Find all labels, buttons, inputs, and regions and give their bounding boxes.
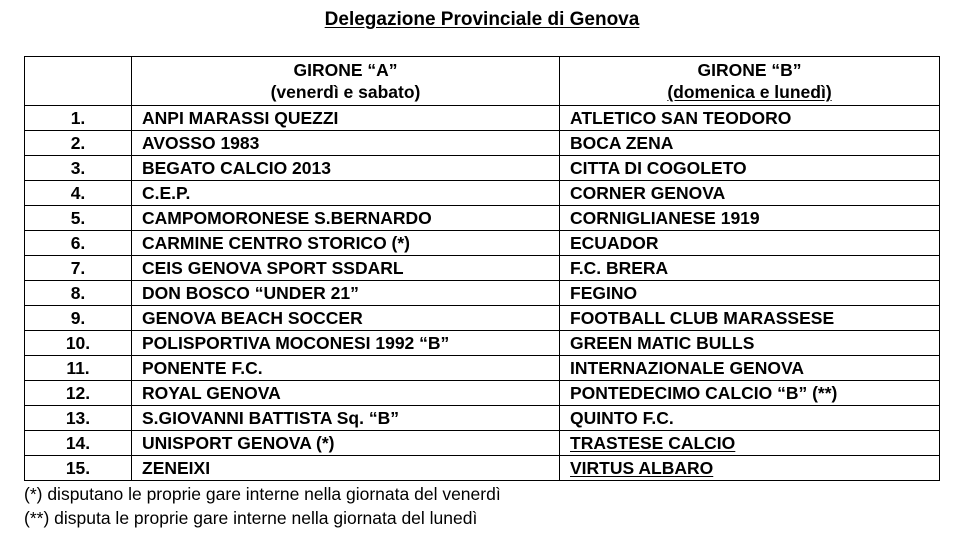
table-row: [25, 431, 940, 456]
row-number: 10.: [25, 331, 132, 356]
table-row: [25, 181, 940, 206]
groups-table: [24, 56, 940, 481]
table-row: [25, 331, 940, 356]
girone-a-team: ROYAL GENOVA: [132, 381, 560, 406]
girone-a-team: BEGATO CALCIO 2013: [132, 156, 560, 181]
row-number: 11.: [25, 356, 132, 381]
girone-b-team: GREEN MATIC BULLS: [560, 331, 940, 356]
girone-b-subtitle: [560, 81, 939, 103]
row-number: 8.: [25, 281, 132, 306]
girone-a-team: ANPI MARASSI QUEZZI: [132, 106, 560, 131]
row-number: 14.: [25, 431, 132, 456]
girone-b-team: [560, 431, 940, 456]
header-empty-cell: [25, 57, 132, 106]
girone-a-team: GENOVA BEACH SOCCER: [132, 306, 560, 331]
row-number: 2.: [25, 131, 132, 156]
girone-b-title: GIRONE “B”: [697, 60, 802, 80]
girone-b-team: F.C. BRERA: [560, 256, 940, 281]
row-number: 9.: [25, 306, 132, 331]
girone-a-team: DON BOSCO “UNDER 21”: [132, 281, 560, 306]
girone-a-team: C.E.P.: [132, 181, 560, 206]
row-number: 13.: [25, 406, 132, 431]
table-row: [25, 106, 940, 131]
table-header-row: [25, 57, 940, 106]
footnotes: [24, 482, 501, 530]
girone-a-team: CAMPOMORONESE S.BERNARDO: [132, 206, 560, 231]
table-row: [25, 206, 940, 231]
girone-b-team: INTERNAZIONALE GENOVA: [560, 356, 940, 381]
girone-b-subtitle-text: (domenica e lunedì): [667, 82, 832, 102]
girone-a-team: CARMINE CENTRO STORICO (*): [132, 231, 560, 256]
row-number: 4.: [25, 181, 132, 206]
table-row: [25, 281, 940, 306]
girone-a-title: GIRONE “A”: [293, 60, 398, 80]
header-girone-b: [560, 57, 940, 106]
row-number: 1.: [25, 106, 132, 131]
girone-b-team: PONTEDECIMO CALCIO “B” (**): [560, 381, 940, 406]
table-row: [25, 256, 940, 281]
girone-b-team-text: TRASTESE CALCIO: [570, 433, 736, 453]
girone-b-team-text: VIRTUS ALBARO: [570, 458, 714, 478]
girone-a-team: POLISPORTIVA MOCONESI 1992 “B”: [132, 331, 560, 356]
girone-b-team: QUINTO F.C.: [560, 406, 940, 431]
row-number: 5.: [25, 206, 132, 231]
girone-b-team: ECUADOR: [560, 231, 940, 256]
table-row: [25, 406, 940, 431]
girone-b-team: FEGINO: [560, 281, 940, 306]
page-title: [0, 9, 964, 31]
page-title-text: Delegazione Provinciale di Genova: [324, 9, 640, 30]
girone-a-team: ZENEIXI: [132, 456, 560, 481]
table-row: [25, 131, 940, 156]
girone-b-team: CITTA DI COGOLETO: [560, 156, 940, 181]
girone-a-team: UNISPORT GENOVA (*): [132, 431, 560, 456]
girone-a-team: AVOSSO 1983: [132, 131, 560, 156]
girone-a-team: S.GIOVANNI BATTISTA Sq. “B”: [132, 406, 560, 431]
header-girone-a: [132, 57, 560, 106]
girone-a-team: CEIS GENOVA SPORT SSDARL: [132, 256, 560, 281]
footnote: (*) disputano le proprie gare interne nella giornata del venerdì: [24, 484, 501, 504]
girone-b-team: BOCA ZENA: [560, 131, 940, 156]
table-row: [25, 156, 940, 181]
row-number: 7.: [25, 256, 132, 281]
girone-b-team: ATLETICO SAN TEODORO: [560, 106, 940, 131]
girone-b-team: FOOTBALL CLUB MARASSESE: [560, 306, 940, 331]
girone-b-team: [560, 456, 940, 481]
row-number: 15.: [25, 456, 132, 481]
row-number: 3.: [25, 156, 132, 181]
girone-a-team: PONENTE F.C.: [132, 356, 560, 381]
girone-b-team: CORNER GENOVA: [560, 181, 940, 206]
girone-b-team: CORNIGLIANESE 1919: [560, 206, 940, 231]
table-row: [25, 231, 940, 256]
footnote: (**) disputa le proprie gare interne nella giornata del lunedì: [24, 508, 478, 528]
table-row: [25, 381, 940, 406]
row-number: 6.: [25, 231, 132, 256]
table-row: [25, 306, 940, 331]
table-row: [25, 356, 940, 381]
girone-a-subtitle: (venerdì e sabato): [270, 82, 421, 102]
row-number: 12.: [25, 381, 132, 406]
table-row: [25, 456, 940, 481]
